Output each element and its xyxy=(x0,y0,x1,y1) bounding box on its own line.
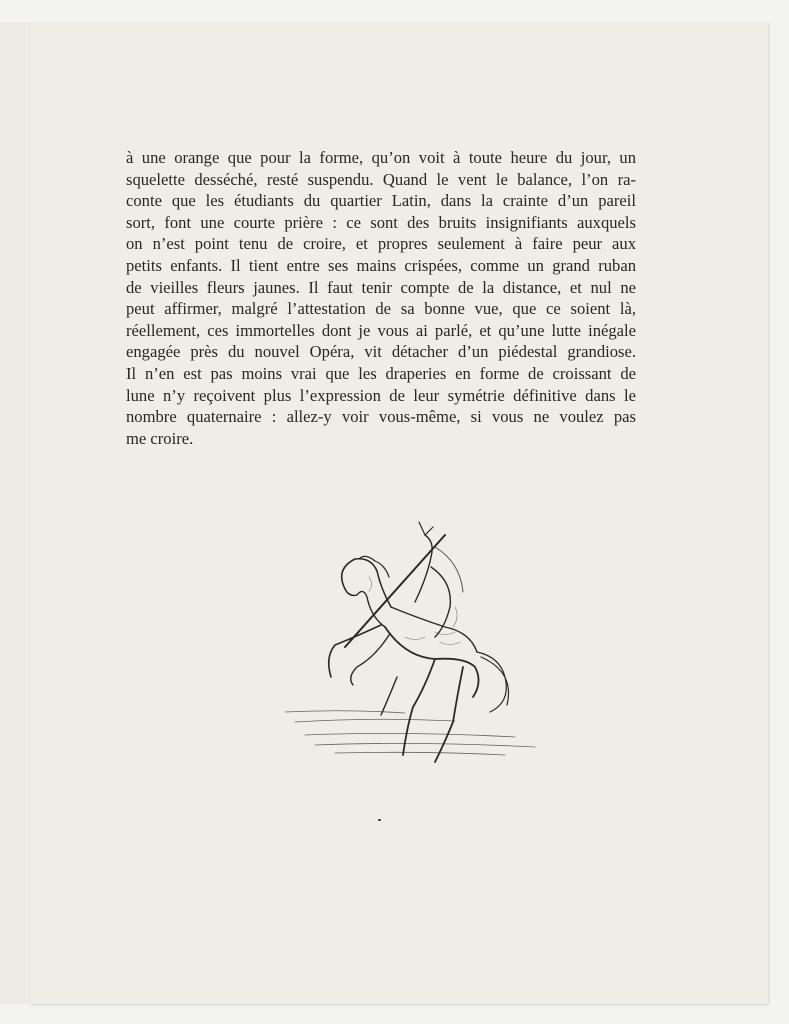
text-line: à une orange que pour la forme, qu’on voit à toute heure du jour, un xyxy=(126,148,636,167)
text-line: petits enfants. Il tient entre ses mains crispées, comme un grand ruban xyxy=(126,255,636,275)
facing-page-edge xyxy=(0,22,31,1004)
text-line: nombre quaternaire : allez-y voir vous-même, si vous ne voulez pas xyxy=(126,407,636,427)
text-line: squelette desséché, resté suspendu. Quand le vent le balance, l’on ra- xyxy=(126,169,636,189)
horse-rider-etching xyxy=(285,507,545,767)
text-line: Il n’en est pas moins vrai que les draperies en forme de croissant de xyxy=(126,363,636,383)
book-page xyxy=(30,22,768,1004)
text-line: peut affirmer, malgré l’attestation de sa bonne vue, que ce soient là, xyxy=(126,299,636,319)
body-paragraph xyxy=(126,147,636,449)
text-line: lune n’y reçoivent plus l’expression de leur symétrie définitive dans le xyxy=(126,385,636,405)
text-line: me croire. xyxy=(126,428,194,448)
text-line: de vieilles fleurs jaunes. Il faut tenir compte de la distance, et nul ne xyxy=(126,277,636,297)
text-line: réellement, ces immortelles dont je vous ai parlé, et qu’une lutte inégale xyxy=(126,320,636,340)
text-line: on n’est point tenu de croire, et propres seulement à faire peur aux xyxy=(126,234,636,254)
ink-speck xyxy=(378,819,381,821)
text-line: sort, font une courte prière : ce sont des bruits insignifiants auxquels xyxy=(126,212,636,232)
text-line: engagée près du nouvel Opéra, vit détacher d’un piédestal grandiose. xyxy=(126,342,636,362)
text-line: conte que les étudiants du quartier Latin, dans la crainte d’un pareil xyxy=(126,191,636,211)
